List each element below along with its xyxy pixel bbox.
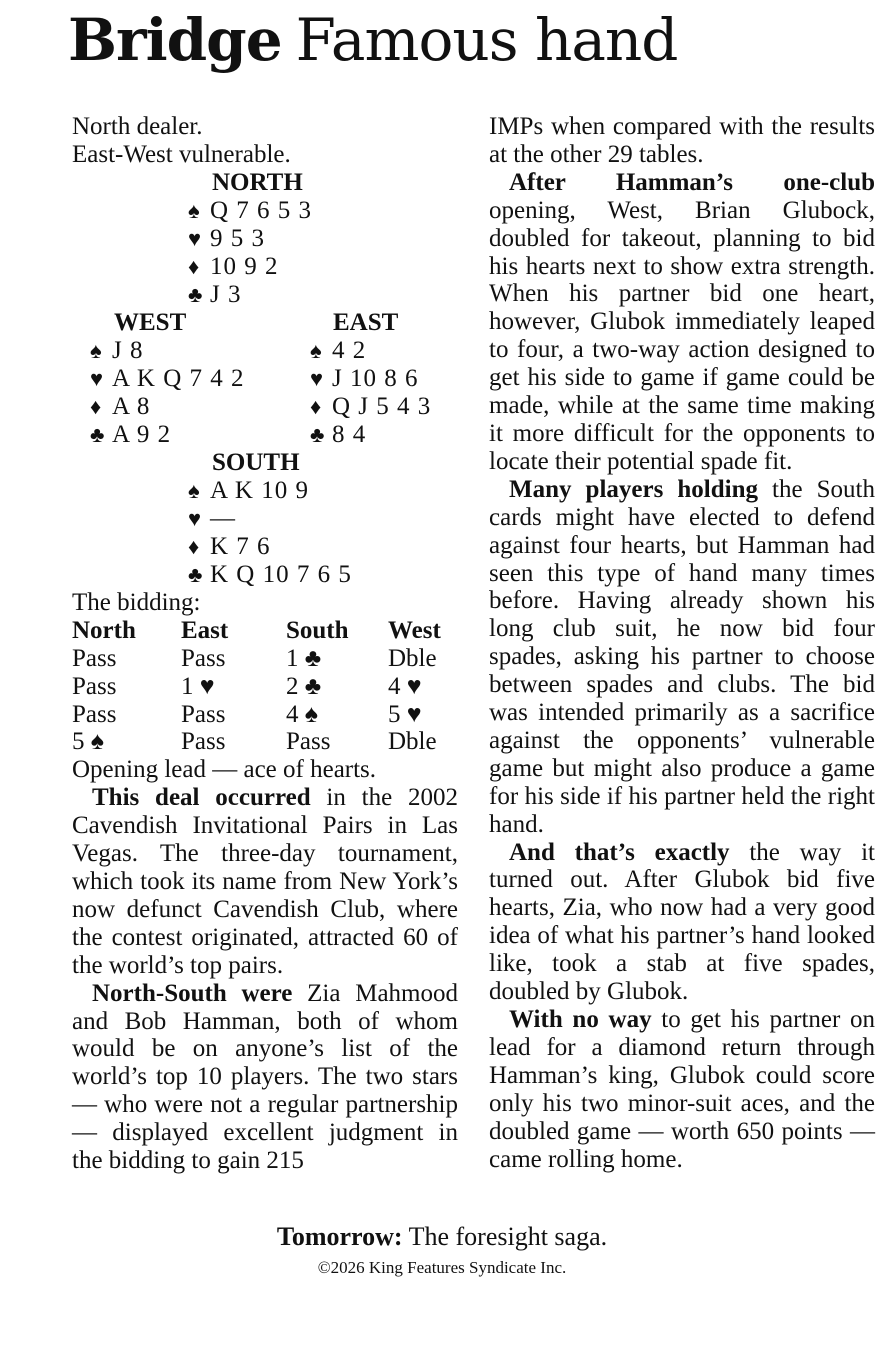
paragraph-lead: And that’s exactly [509, 838, 730, 866]
bid-cell: Pass [72, 644, 117, 672]
bid-cell: 5 ♥ [388, 700, 422, 728]
west-hearts: ♥ A K Q 7 4 2 [90, 364, 245, 392]
bid-cell: Dble [388, 728, 437, 756]
article-paragraph [489, 476, 875, 839]
paragraph-lead: North-South were [92, 979, 293, 1007]
bid-cell: 4 ♥ [388, 672, 422, 700]
tomorrow-teaser [0, 1222, 884, 1252]
paragraph-text: the way it turned out. After Glubok bid five hearts, Zia, who now had a very good idea of what his partner’s hand looked like, took a stab at five spades, doubled by Glubok. [489, 838, 875, 1006]
club-icon: ♣ [188, 281, 204, 307]
bidding-intro: The bidding: [72, 588, 201, 616]
north-label: NORTH [212, 168, 303, 196]
bidding-header-east: East [181, 616, 229, 644]
header-brand: Bridge [68, 6, 282, 74]
north-hearts: ♥ 9 5 3 [188, 224, 265, 252]
bidding-row [72, 701, 441, 729]
tomorrow-label: Tomorrow: [276, 1222, 403, 1251]
bidding-header-north: North [72, 616, 136, 644]
bidding-row [72, 728, 441, 756]
heart-icon: ♥ [188, 225, 203, 251]
article-paragraph [72, 784, 458, 979]
paragraph-text: opening, West, Brian Glubock, doubled for takeout, planning to bid his hearts next to show extra strength. When his partner bid one heart, however, Glubok immediately leaped to four, a two-way action designed to get his side to game if game could be made, while at the same time making it more difficult for the opponents to locate their potential spade fit. [489, 196, 875, 475]
bid-cell: Dble [388, 644, 437, 672]
club-icon: ♣ [90, 421, 106, 447]
spade-icon: ♠ [310, 337, 323, 363]
paragraph-lead: After Hamman’s one-club [509, 168, 875, 196]
paragraph-lead: This deal occurred [92, 784, 311, 812]
diamond-icon: ♦ [188, 533, 201, 559]
east-spades: ♠ 4 2 [310, 336, 367, 364]
heart-icon: ♥ [188, 505, 203, 531]
west-label: WEST [114, 308, 187, 336]
bid-cell: 5 ♠ [72, 728, 105, 756]
bid-cell: 4 ♠ [286, 700, 319, 728]
east-hearts: ♥ J 10 8 6 [310, 364, 419, 392]
south-spades: ♠ A K 10 9 [188, 476, 309, 504]
vulnerability-line: East-West vulnerable. [72, 140, 291, 168]
west-spades: ♠ J 8 [90, 336, 144, 364]
bid-cell: Pass [181, 644, 226, 672]
heart-icon: ♥ [310, 365, 325, 391]
bid-cell: Pass [72, 700, 117, 728]
hand-diagram [72, 169, 458, 643]
diamond-icon: ♦ [310, 393, 323, 419]
article-paragraph [489, 169, 875, 476]
right-column [489, 113, 875, 1173]
paragraph-text: to get his partner on lead for a diamond return through Hamman’s king, Glubok could score only his two minor-suit aces, and the doubled game — worth 650 points — came rolling home. [489, 1006, 876, 1173]
left-column [72, 113, 458, 1175]
north-clubs: ♣ J 3 [188, 280, 242, 308]
article-paragraph [72, 980, 458, 1175]
bidding-row [72, 673, 441, 701]
bid-cell: 1 ♥ [181, 672, 215, 700]
bid-cell: 2 ♣ [286, 672, 322, 700]
bid-cell: Pass [181, 728, 226, 756]
bidding-header-west: West [388, 616, 441, 644]
bid-cell: Pass [181, 700, 226, 728]
paragraph-text: IMPs when compared with the results at the other 29 tables. [489, 113, 875, 168]
east-label: EAST [333, 308, 399, 336]
east-clubs: ♣ 8 4 [310, 420, 367, 448]
diamond-icon: ♦ [188, 253, 201, 279]
west-diamonds: ♦ A 8 [90, 392, 151, 420]
bidding-header-south: South [286, 616, 349, 644]
spade-icon: ♠ [188, 197, 201, 223]
bid-cell: 1 ♣ [286, 644, 322, 672]
bid-cell: Pass [72, 672, 117, 700]
south-clubs: ♣ K Q 10 7 6 5 [188, 560, 352, 588]
article-paragraph [489, 1006, 875, 1173]
club-icon: ♣ [310, 421, 326, 447]
spade-icon: ♠ [188, 477, 201, 503]
paragraph-lead: Many players holding [509, 475, 758, 503]
copyright: ©2026 King Features Syndicate Inc. [317, 1258, 567, 1277]
east-diamonds: ♦ Q J 5 4 3 [310, 392, 432, 420]
spade-icon: ♠ [90, 337, 103, 363]
north-spades: ♠ Q 7 6 5 3 [188, 196, 313, 224]
paragraph-text: the South cards might have elected to defend against four hearts, but Hamman had seen this type of hand many times before. Having already shown his long club suit, he now bid four spades, asking his partner to choose between spades and clubs. The bid was intended primarily as a sacrifice against the opponents’ vulnerable game but might also produce a game for his side if his partner held the right hand. [489, 475, 875, 838]
bid-cell: Pass [286, 728, 331, 756]
paragraph-text: in the 2002 Cavendish Invitational Pairs in Las Vegas. The three-day tournament, which took its name from New York’s now defunct Cavendish Club, where the contest originated, attracted 60 of the world’s top pairs. [72, 784, 458, 979]
article-paragraph [489, 839, 875, 1006]
header-subtitle: Famous hand [295, 6, 678, 74]
south-hearts: ♥ — [188, 504, 236, 532]
article-paragraph-continued [489, 113, 875, 169]
north-diamonds: ♦ 10 9 2 [188, 252, 279, 280]
south-diamonds: ♦ K 7 6 [188, 532, 271, 560]
club-icon: ♣ [188, 561, 204, 587]
column-header [68, 6, 677, 76]
paragraph-text: Zia Mahmood and Bob Hamman, both of whom would be on anyone’s list of the world’s top 10 players. The two stars — who were not a regular partnership — displayed excellent judgment in the bidding to gain 215 [72, 979, 458, 1175]
west-clubs: ♣ A 9 2 [90, 420, 172, 448]
dealer-line: North dealer. [72, 113, 203, 140]
bidding-row [72, 645, 441, 673]
tomorrow-text: The foresight saga. [402, 1222, 608, 1251]
paragraph-lead: With no way [509, 1006, 652, 1033]
opening-lead: Opening lead — ace of hearts. [72, 756, 377, 784]
south-label: SOUTH [212, 448, 300, 476]
heart-icon: ♥ [90, 365, 105, 391]
diamond-icon: ♦ [90, 393, 103, 419]
